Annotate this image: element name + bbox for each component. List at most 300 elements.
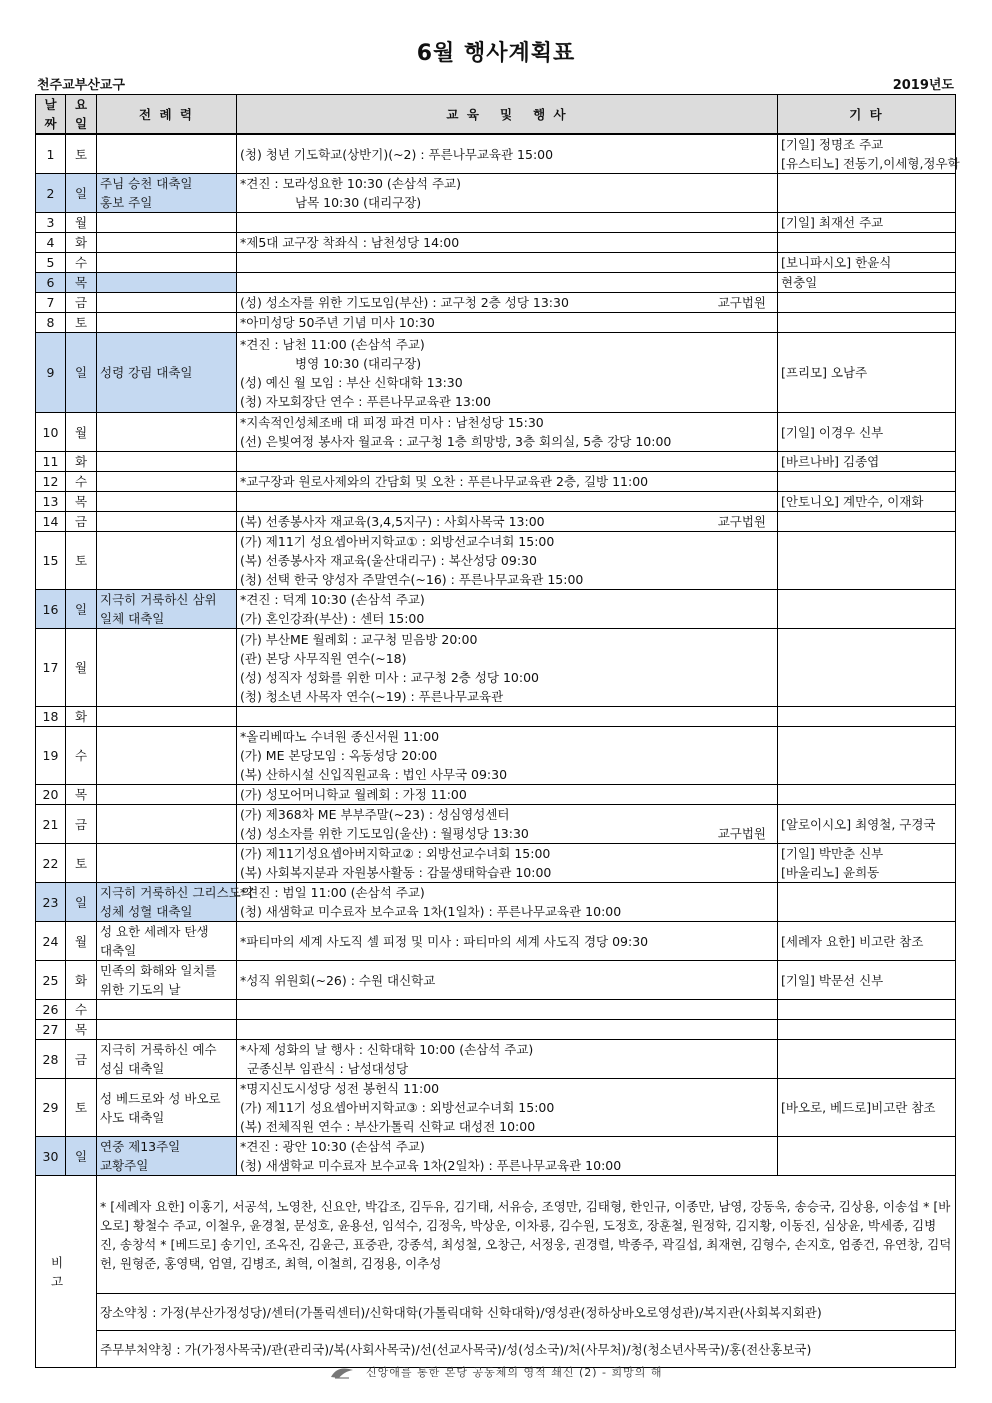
schedule-row <box>36 293 956 313</box>
events-cell <box>237 233 778 253</box>
etc-cell <box>778 313 956 333</box>
etc-cell <box>778 492 956 512</box>
schedule-row <box>36 883 956 922</box>
event-text: 병영 10:30 (대리구장) <box>295 355 422 371</box>
event-line <box>240 844 774 863</box>
event-line <box>240 668 774 687</box>
events-cell <box>237 273 778 293</box>
event-line <box>240 805 774 824</box>
event-text: (청) 새샘학교 미수료자 보수교육 1차(1일차) : 푸른나무교육관 10:00 <box>240 904 622 919</box>
event-text: (성) 예신 월 모임 : 부산 신학대학 13:30 <box>240 374 463 390</box>
places-row <box>36 1294 956 1331</box>
etc-cell <box>778 1000 956 1020</box>
diocese-logo-icon <box>329 1366 355 1380</box>
event-text: (성) 성소자를 위한 기도모임(부산) : 교구청 2층 성당 13:30 <box>240 295 569 310</box>
schedule-row <box>36 472 956 492</box>
event-line <box>240 1098 774 1117</box>
schedule-row <box>36 313 956 333</box>
event-text: (가) 제11기성요셉아버지학교② : 외방선교수녀회 15:00 <box>240 846 551 861</box>
liturgy-cell <box>97 1079 237 1137</box>
event-text: *명지신도시성당 성전 봉헌식 11:00 <box>240 1081 440 1096</box>
weekday-cell: 토 <box>66 1079 97 1137</box>
liturgy-cell <box>97 134 237 174</box>
day-cell: 19 <box>36 727 66 785</box>
event-text: *올리베따노 수녀원 종신서원 11:00 <box>240 729 440 744</box>
schedule-row <box>36 961 956 1000</box>
event-line <box>240 1156 774 1175</box>
events-cell <box>237 134 778 174</box>
liturgy-cell <box>97 961 237 1000</box>
events-cell <box>237 174 778 213</box>
events-cell <box>237 532 778 590</box>
remarks-row <box>36 1176 956 1294</box>
day-cell: 12 <box>36 472 66 492</box>
event-line <box>240 727 774 746</box>
day-cell: 13 <box>36 492 66 512</box>
etc-cell <box>778 629 956 707</box>
liturgy-cell <box>97 844 237 883</box>
etc-cell <box>778 707 956 727</box>
schedule-row <box>36 512 956 532</box>
day-cell: 7 <box>36 293 66 313</box>
day-cell: 17 <box>36 629 66 707</box>
event-line <box>240 145 774 164</box>
event-line <box>240 765 774 784</box>
weekday-cell: 토 <box>66 844 97 883</box>
day-cell: 28 <box>36 1040 66 1079</box>
weekday-cell: 월 <box>66 413 97 452</box>
day-cell: 27 <box>36 1020 66 1040</box>
weekday-cell: 일 <box>66 333 97 413</box>
year-label: 2019년도 <box>892 78 954 93</box>
events-cell <box>237 213 778 233</box>
liturgy-cell <box>97 727 237 785</box>
weekday-cell: 목 <box>66 273 97 293</box>
schedule-row <box>36 1040 956 1079</box>
liturgy-line: 대축일 <box>100 943 137 958</box>
liturgy-line: 사도 대축일 <box>100 1109 165 1125</box>
events-cell <box>237 785 778 805</box>
schedule-row <box>36 844 956 883</box>
event-line <box>240 971 774 990</box>
liturgy-line: 홍보 주일 <box>100 195 153 210</box>
place-abbreviations: 장소약칭 : 가정(부산가정성당)/센터(가톨릭센터)/신학대학(가톨릭대학 신학대학)/영성관(정하상바오로영성관)/복지관(사회복지회관) <box>97 1294 956 1331</box>
weekday-cell: 토 <box>66 532 97 590</box>
etc-cell <box>778 273 956 293</box>
weekday-cell: 수 <box>66 472 97 492</box>
event-text: (가) 성모어머니학교 월례회 : 가정 11:00 <box>240 787 467 802</box>
schedule-row <box>36 253 956 273</box>
day-cell: 30 <box>36 1137 66 1176</box>
weekday-cell: 화 <box>66 707 97 727</box>
day-cell: 8 <box>36 313 66 333</box>
liturgy-cell <box>97 253 237 273</box>
liturgy-cell <box>97 273 237 293</box>
events-cell <box>237 844 778 883</box>
etc-line: [바오로, 베드로]비고란 참조 <box>781 1100 936 1115</box>
liturgy-cell <box>97 707 237 727</box>
schedule-row <box>36 233 956 253</box>
etc-cell <box>778 1137 956 1176</box>
liturgy-cell <box>97 629 237 707</box>
day-cell: 18 <box>36 707 66 727</box>
event-text: (청) 청소년 사목자 연수(~19) : 푸른나무교육관 <box>240 688 504 704</box>
etc-cell <box>778 883 956 922</box>
etc-line: [기일] 이경우 신부 <box>781 424 884 440</box>
day-cell: 14 <box>36 512 66 532</box>
day-cell: 2 <box>36 174 66 213</box>
etc-line: [세례자 요한] 비고란 참조 <box>781 933 924 949</box>
events-cell <box>237 472 778 492</box>
header-row <box>36 95 956 135</box>
etc-cell <box>778 253 956 273</box>
liturgy-line: 민족의 화해와 일치를 <box>100 963 217 978</box>
weekday-cell: 화 <box>66 233 97 253</box>
day-cell: 26 <box>36 1000 66 1020</box>
header-liturgy: 전 례 력 <box>97 95 237 135</box>
etc-line: [바울리노] 윤희동 <box>781 865 880 880</box>
schedule-row <box>36 174 956 213</box>
feast-name-list: * [세례자 요한] 이홍기, 서공석, 노영찬, 신요안, 박갑조, 김두유, 김기태, 서유승, 조영만, 김태형, 한인규, 이종만, 남영, 강동욱, 송승국, 김상용, 이송섭 * [바오로] 황철수 주교, 이철우, 윤경철, 문성호, 윤용선, 임석수, 김정욱, 박상운, 이차룡, 김수원, 도정호, 장훈철, 원정학, 김지황, 이동진, 심상윤, 박세종, 김병진, 송창석 * [베드로] 송기인, 조옥진, 김윤근, 표중관, 강종석, 최성철, 오창근, 서정웅, 권경렬, 박종주, 곽길섭, 최재현, 김형수, 손지호, 엄종건, 유연창, 김덕헌, 원형준, 홍영택, 엄열, 김병조, 최혁, 이철희, 김정용, 이추성 <box>97 1176 956 1294</box>
event-text: *성직 위원회(~26) : 수원 대신학교 <box>240 972 436 988</box>
day-cell: 23 <box>36 883 66 922</box>
day-cell: 3 <box>36 213 66 233</box>
etc-cell <box>778 472 956 492</box>
liturgy-line: 주님 승천 대축일 <box>100 176 193 191</box>
schedule-row <box>36 1000 956 1020</box>
weekday-cell: 목 <box>66 1020 97 1040</box>
day-cell: 10 <box>36 413 66 452</box>
liturgy-line: 지극히 거룩하신 예수 <box>100 1042 217 1057</box>
event-text: (청) 청년 기도학교(상반기)(~2) : 푸른나무교육관 15:00 <box>240 146 554 162</box>
liturgy-line: 지극히 거룩하신 그리스도의 <box>100 885 253 900</box>
weekday-cell: 일 <box>66 1137 97 1176</box>
liturgy-cell <box>97 452 237 472</box>
etc-line: [보니파시오] 한윤식 <box>781 255 892 270</box>
liturgy-line: 성심 대축일 <box>100 1061 165 1076</box>
liturgy-cell <box>97 922 237 961</box>
liturgy-cell <box>97 1040 237 1079</box>
weekday-cell: 화 <box>66 961 97 1000</box>
liturgy-cell <box>97 1137 237 1176</box>
weekday-cell: 토 <box>66 134 97 174</box>
schedule-row <box>36 1020 956 1040</box>
header-events: 교 육 및 행 사 <box>237 95 778 135</box>
etc-cell <box>778 590 956 629</box>
etc-line: [기일] 최재선 주교 <box>781 215 884 230</box>
event-line <box>240 354 774 373</box>
event-text: *견진 : 범일 11:00 (손삼석 주교) <box>240 885 425 900</box>
events-cell <box>237 727 778 785</box>
event-line <box>240 313 774 332</box>
events-cell <box>237 1137 778 1176</box>
etc-cell <box>778 922 956 961</box>
weekday-cell: 목 <box>66 785 97 805</box>
event-line <box>240 373 774 392</box>
header-weekday: 요일 <box>66 95 97 135</box>
weekday-cell: 금 <box>66 512 97 532</box>
etc-line: [기일] 박만춘 신부 <box>781 846 884 861</box>
events-cell <box>237 1079 778 1137</box>
schedule-row <box>36 532 956 590</box>
event-text: *견진 : 덕계 10:30 (손삼석 주교) <box>240 592 425 607</box>
day-cell: 29 <box>36 1079 66 1137</box>
etc-cell <box>778 413 956 452</box>
event-line <box>240 174 774 193</box>
weekday-cell: 일 <box>66 883 97 922</box>
liturgy-line: 성 요한 세례자 탄생 <box>100 924 209 939</box>
event-text: (복) 선종봉사자 재교육(3,4,5지구) : 사회사목국 13:00 <box>240 514 545 529</box>
liturgy-cell <box>97 233 237 253</box>
liturgy-cell <box>97 472 237 492</box>
footer-motto: 신앙애를 통한 본당 공동체의 영적 쇄신 (2) - 희망의 해 <box>365 1366 663 1379</box>
event-line <box>240 932 774 951</box>
schedule-table <box>35 94 960 1368</box>
schedule-row <box>36 785 956 805</box>
etc-cell <box>778 174 956 213</box>
day-cell: 20 <box>36 785 66 805</box>
event-line <box>240 863 774 882</box>
events-cell <box>237 333 778 413</box>
liturgy-cell <box>97 293 237 313</box>
schedule-row <box>36 1137 956 1176</box>
liturgy-cell <box>97 1000 237 1020</box>
etc-line: [프리모] 오남주 <box>781 365 868 380</box>
event-line <box>240 335 774 354</box>
events-cell <box>237 922 778 961</box>
organization-name: 천주교부산교구 <box>37 78 125 93</box>
event-line <box>240 233 774 252</box>
day-cell: 4 <box>36 233 66 253</box>
liturgy-cell <box>97 883 253 922</box>
weekday-cell: 금 <box>66 805 97 844</box>
liturgy-cell <box>97 313 237 333</box>
event-text: *견진 : 광안 10:30 (손삼석 주교) <box>240 1139 425 1154</box>
liturgy-cell <box>97 590 237 629</box>
footer <box>0 1364 992 1380</box>
etc-line: 현충일 <box>781 275 818 290</box>
day-cell: 15 <box>36 532 66 590</box>
event-line <box>240 570 774 589</box>
event-text: *지속적인성체조배 대 피정 파견 미사 : 남천성당 15:30 <box>240 415 544 430</box>
weekday-cell: 토 <box>66 313 97 333</box>
schedule-row <box>36 492 956 512</box>
etc-line: [유스티노] 전동기,이세형,정우학 <box>781 156 960 171</box>
event-text: *교구장과 원로사제와의 간담회 및 오찬 : 푸른나무교육관 2층, 길방 11:00 <box>240 474 649 489</box>
liturgy-cell <box>97 413 237 452</box>
liturgy-cell <box>97 805 237 844</box>
event-text: (가) 혼인강좌(부산) : 센터 15:00 <box>240 611 425 626</box>
event-text: (가) ME 본당모임 : 옥동성당 20:00 <box>240 748 438 763</box>
event-text: (복) 전체직원 연수 : 부산가톨릭 신학교 대성전 10:00 <box>240 1119 536 1134</box>
event-line <box>240 532 774 551</box>
liturgy-cell <box>97 174 237 213</box>
events-cell <box>237 452 778 472</box>
etc-line: [안토니오] 계만수, 이재화 <box>781 494 924 509</box>
events-cell <box>237 883 778 922</box>
event-text: (복) 선종봉사자 재교육(울산대리구) : 복산성당 09:30 <box>240 553 537 568</box>
liturgy-line: 일체 대축일 <box>100 611 165 626</box>
event-location-tag: 교구법원 <box>717 295 766 310</box>
event-line <box>240 1137 774 1156</box>
event-text: (복) 사회복지분과 자원봉사활동 : 감물생태학습관 10:00 <box>240 865 552 880</box>
event-line <box>240 392 774 411</box>
day-cell: 16 <box>36 590 66 629</box>
schedule-row <box>36 333 956 413</box>
event-location-tag: 교구법원 <box>717 826 766 841</box>
etc-line: [알로이시오] 최영철, 구경국 <box>781 816 936 832</box>
event-line <box>240 902 774 921</box>
event-line <box>240 1079 774 1098</box>
etc-line: [기일] 정명조 주교 <box>781 137 884 152</box>
liturgy-cell <box>97 785 237 805</box>
etc-cell <box>778 452 956 472</box>
liturgy-line: 지극히 거룩하신 삼위 <box>100 592 217 607</box>
schedule-row <box>36 922 956 961</box>
event-text: (관) 본당 사무직원 연수(~18) <box>240 650 407 666</box>
depts-row <box>36 1331 956 1368</box>
liturgy-cell <box>97 532 237 590</box>
dept-abbreviations: 주무부처약칭 : 가(가정사목국)/관(관리국)/복(사회사목국)/선(선교사목국)/성(성소국)/처(사무처)/청(청소년사목국)/홍(전산홍보국) <box>97 1331 956 1368</box>
event-text: *사제 성화의 날 행사 : 신학대학 10:00 (손삼석 주교) <box>240 1042 534 1057</box>
day-cell: 25 <box>36 961 66 1000</box>
event-line <box>240 551 774 570</box>
page-title: 6월 행사계획표 <box>416 41 576 66</box>
event-text: (선) 은빛여정 봉사자 월교육 : 교구청 1층 희망방, 3층 회의실, 5층 강당 10:00 <box>240 434 672 449</box>
events-cell <box>237 293 778 313</box>
etc-cell <box>778 134 960 174</box>
event-line <box>240 590 774 609</box>
event-text: *견진 : 모라성요한 10:30 (손삼석 주교) <box>240 176 462 191</box>
day-cell: 11 <box>36 452 66 472</box>
weekday-cell: 금 <box>66 293 97 313</box>
schedule-row <box>36 629 956 707</box>
liturgy-cell <box>97 213 237 233</box>
event-line <box>240 413 774 432</box>
weekday-cell: 월 <box>66 629 97 707</box>
event-location-tag: 교구법원 <box>717 514 766 529</box>
schedule-row <box>36 452 956 472</box>
schedule-row <box>36 134 956 174</box>
event-line <box>240 687 774 706</box>
schedule-row <box>36 590 956 629</box>
event-text: 군종신부 임관식 : 남성대성당 <box>247 1061 409 1076</box>
event-line <box>240 1040 774 1059</box>
event-text: (청) 자모회장단 연수 : 푸른나무교육관 13:00 <box>240 393 491 409</box>
events-cell <box>237 629 778 707</box>
remarks-label: 비 고 <box>36 1176 97 1368</box>
weekday-cell: 일 <box>66 174 97 213</box>
weekday-cell: 수 <box>66 253 97 273</box>
schedule-row <box>36 805 956 844</box>
schedule-row <box>36 727 956 785</box>
etc-cell <box>778 961 956 1000</box>
events-cell <box>237 253 778 273</box>
day-cell: 21 <box>36 805 66 844</box>
event-line <box>240 630 774 649</box>
etc-cell <box>778 1040 956 1079</box>
events-cell <box>237 512 778 532</box>
day-cell: 1 <box>36 134 66 174</box>
event-line <box>240 746 774 765</box>
liturgy-cell <box>97 1020 237 1040</box>
liturgy-line: 성체 성혈 대축일 <box>100 904 193 919</box>
etc-cell <box>778 844 956 883</box>
liturgy-line: 성 베드로와 성 바오로 <box>100 1090 221 1106</box>
events-cell <box>237 1020 778 1040</box>
event-line <box>240 1117 774 1136</box>
etc-cell <box>778 213 956 233</box>
event-text: *아미성당 50주년 기념 미사 10:30 <box>240 315 435 330</box>
schedule-row <box>36 707 956 727</box>
event-line <box>240 432 774 451</box>
day-cell: 22 <box>36 844 66 883</box>
event-text: (복) 산하시설 신입직원교육 : 법인 사무국 09:30 <box>240 767 508 782</box>
day-cell: 5 <box>36 253 66 273</box>
weekday-cell: 수 <box>66 727 97 785</box>
liturgy-cell <box>97 333 237 413</box>
event-line <box>240 293 774 312</box>
events-cell <box>237 707 778 727</box>
events-cell <box>237 313 778 333</box>
weekday-cell: 수 <box>66 1000 97 1020</box>
day-cell: 24 <box>36 922 66 961</box>
schedule-row <box>36 413 956 452</box>
etc-cell <box>778 532 956 590</box>
event-text: (가) 제11기 성요셉아버지학교③ : 외방선교수녀회 15:00 <box>240 1100 555 1115</box>
etc-line: [바르나바] 김종엽 <box>781 454 880 469</box>
event-line <box>240 1059 774 1078</box>
liturgy-cell <box>97 492 237 512</box>
event-text: *견진 : 남천 11:00 (손삼석 주교) <box>240 336 425 352</box>
events-cell <box>237 1040 778 1079</box>
event-line <box>240 609 774 628</box>
etc-cell <box>778 727 956 785</box>
event-line <box>240 883 774 902</box>
event-text: (성) 성직자 성화를 위한 미사 : 교구청 2층 성당 10:00 <box>240 669 539 685</box>
weekday-cell: 목 <box>66 492 97 512</box>
etc-cell <box>778 512 956 532</box>
etc-cell <box>778 333 956 413</box>
event-text: (청) 선택 한국 양성자 주말연수(~16) : 푸른나무교육관 15:00 <box>240 572 584 587</box>
event-line <box>240 824 774 843</box>
day-cell: 9 <box>36 333 66 413</box>
events-cell <box>237 590 778 629</box>
liturgy-cell <box>97 512 237 532</box>
etc-cell <box>778 785 956 805</box>
day-cell: 6 <box>36 273 66 293</box>
event-text: (청) 새샘학교 미수료자 보수교육 1차(2일차) : 푸른나무교육관 10:00 <box>240 1158 622 1173</box>
events-cell <box>237 492 778 512</box>
events-cell <box>237 961 778 1000</box>
schedule-row <box>36 1079 956 1137</box>
event-line <box>240 785 774 804</box>
event-line <box>240 512 774 531</box>
event-text: (가) 부산ME 월례회 : 교구청 믿음방 20:00 <box>240 631 478 647</box>
event-text: (가) 제11기 성요셉아버지학교① : 외방선교수녀회 15:00 <box>240 534 555 549</box>
etc-cell <box>778 293 956 313</box>
liturgy-line: 성령 강림 대축일 <box>100 365 193 380</box>
events-cell <box>237 805 778 844</box>
events-cell <box>237 413 778 452</box>
header-day: 날짜 <box>36 95 66 135</box>
weekday-cell: 금 <box>66 1040 97 1079</box>
etc-cell <box>778 1079 956 1137</box>
event-line <box>240 472 774 491</box>
liturgy-line: 연중 제13주일 <box>100 1139 181 1154</box>
events-cell <box>237 1000 778 1020</box>
weekday-cell: 월 <box>66 213 97 233</box>
